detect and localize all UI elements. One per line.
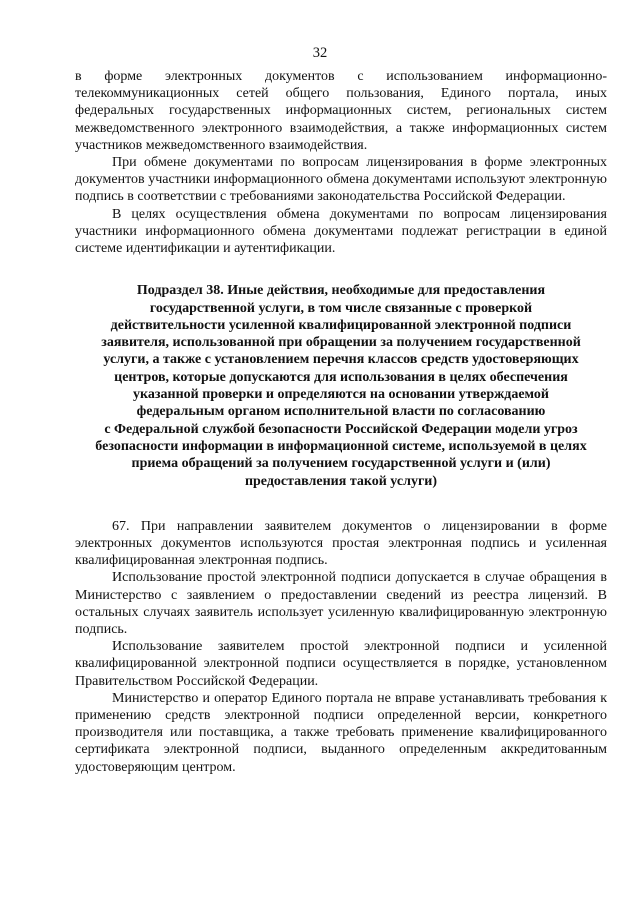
heading-line: приема обращений за получением государственной услуги и (или) — [131, 456, 551, 472]
intro-paragraph-3: В целях осуществления обмена документами по вопросам лицензирования участники информационного обмена документами подлежат регистрации в единой системе идентификации и аутентификации. — [75, 206, 607, 257]
heading-line: Подраздел 38. Иные действия, необходимые для предоставления — [136, 283, 546, 299]
heading-line: государственной услуги, в том числе связанные с проверкой — [149, 300, 533, 316]
heading-line: услуги, а также с установлением перечня классов средств удостоверяющих — [103, 352, 579, 368]
signature-procedure-paragraph: Использование заявителем простой электронной подписи и усиленной квалифицированной электронной подписи осуществляется в порядке, установленном Правительством Российской Федерации. — [75, 639, 607, 689]
page-number: 32 — [312, 45, 328, 61]
clause-67-paragraph: 67. При направлении заявителем документов о лицензировании в форме электронных документов используются простая электронная подпись и усиленная квалифицированная электронная подпись. — [75, 518, 607, 569]
heading-line: федеральным органом исполнительной власти по согласованию — [136, 404, 546, 420]
ministry-requirements-paragraph: Министерство и оператор Единого портала не вправе устанавливать требования к применению средств электронной подписи определенной версии, конкретного производителя или поставщика, а также требовать применение квалифицированного сертификата электронной подписи, выданного определенным аккредитованным удостоверяющим центром. — [75, 690, 607, 775]
heading-line: указанной проверки и определяются на основании утверждаемой — [133, 387, 549, 403]
heading-line: действительности усиленной квалифицированной электронной подписи — [110, 317, 572, 333]
simple-signature-paragraph: Использование простой электронной подписи допускается в случае обращения в Министерство с заявлением о предоставлении сведений из реестра лицензий. В остальных случаях заявитель использует усиленную квалифицированную электронную подпись. — [75, 570, 607, 638]
heading-line: предоставления такой услуги) — [244, 473, 438, 489]
document-body — [75, 68, 607, 776]
subsection-38-body — [75, 518, 607, 776]
subsection-38-heading — [75, 282, 607, 490]
heading-line: заявителя, использованной при обращении за получением государственной — [101, 335, 581, 351]
intro-paragraph-1: в форме электронных документов с использованием информационно-телекоммуникационных сетей общего пользования, Единого портала, иных федеральных государственных информационных систем, региональных систем межведомственного электронного взаимодействия, а также информационных систем участников межведомственного взаимодействия. — [75, 69, 607, 153]
intro-paragraph-2: При обмене документами по вопросам лицензирования в форме электронных документов участники информационного обмена документами используют электронную подпись в соответствии с требованиями законодательства Российской Федерации. — [75, 155, 607, 205]
heading-line: центров, которые допускаются для использования в целях обеспечения — [114, 369, 568, 385]
heading-line: безопасности информации в информационной системе, используемой в целях — [95, 438, 587, 454]
heading-line: с Федеральной службой безопасности Российской Федерации модели угроз — [104, 421, 578, 437]
